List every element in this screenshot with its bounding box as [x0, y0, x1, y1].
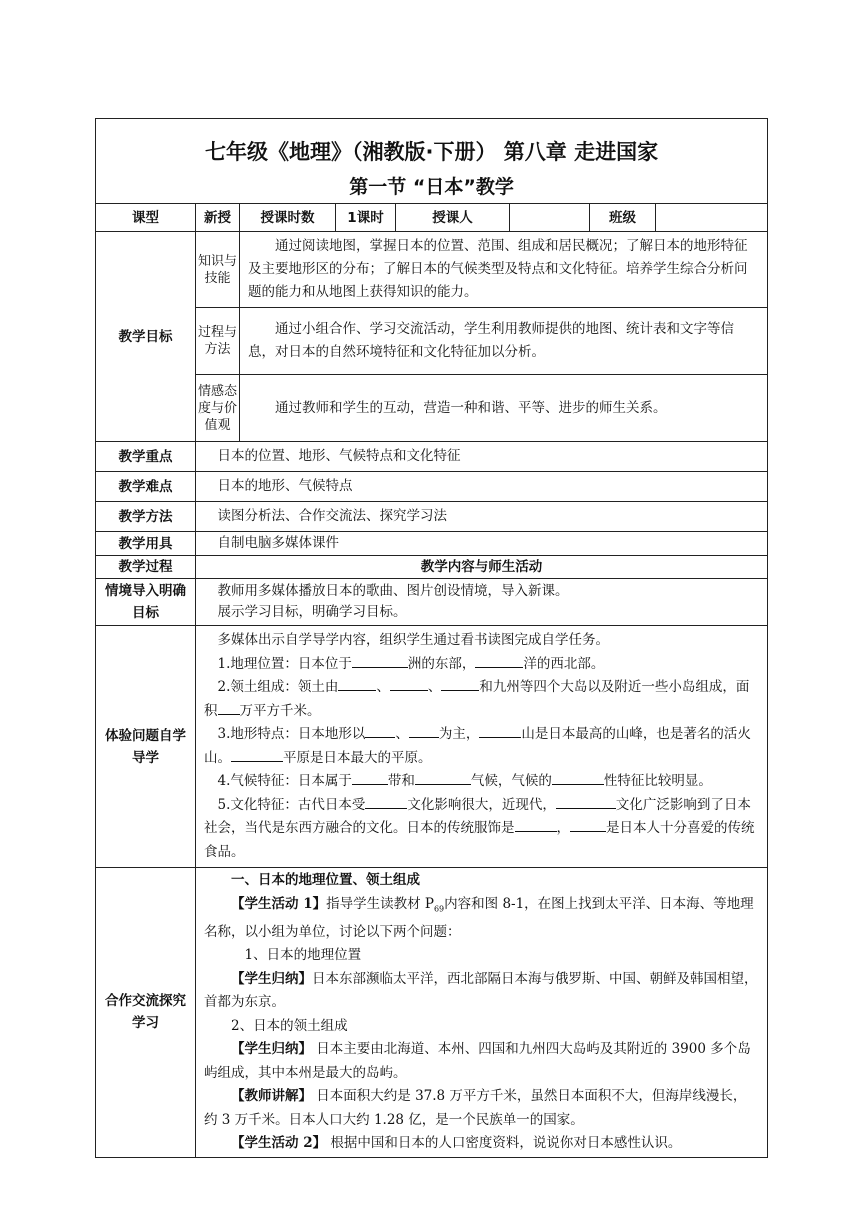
class-label: 班级	[590, 204, 656, 232]
student-activity-2: 【学生活动 2】 根据中国和日本的人口密度资料，说说你对日本感性认识。	[231, 1135, 682, 1152]
lesson-type-label: 课型	[96, 204, 196, 232]
difficult-points-text: 日本的地形、气候特点	[196, 472, 768, 502]
teacher-explanation: 【教师讲解】 日本面积大约是 37.8 万平方千米，虽然日本面积不大，但海岸线漫长，约 3 万千米。日本人口大约 1.28 亿，是一个民族单一的国家。	[204, 1088, 747, 1128]
question-1: 1.地理位置：日本位于 洲的东部， 洋的西北部。	[204, 653, 759, 677]
document-subtitle: 第一节 “日本”教学	[96, 171, 768, 204]
self-study-label: 体验问题自学导学	[96, 626, 196, 868]
subheading-location: 1、日本的地理位置	[244, 947, 362, 964]
answer-blank[interactable]	[515, 817, 557, 832]
answer-blank[interactable]	[552, 770, 604, 785]
question-2: 2.领土组成：领土由 、 、 和九州等四个大岛以及附近一些小岛组成，面积 万平方千米。	[204, 676, 759, 723]
answer-blank[interactable]	[479, 723, 521, 738]
answer-blank[interactable]	[441, 676, 479, 691]
difficult-points-label: 教学难点	[96, 472, 196, 502]
answer-blank[interactable]	[338, 676, 376, 691]
lesson-plan-table	[95, 118, 768, 1158]
knowledge-label: 知识与技能	[196, 232, 240, 308]
teaching-method-text: 读图分析法、合作交流法、探究学习法	[196, 502, 768, 532]
section-heading: 一、日本的地理位置、领土组成	[231, 872, 420, 888]
teaching-tools-label: 教学用具	[96, 532, 196, 556]
lesson-plan-sheet	[95, 118, 767, 1158]
teaching-process-label: 教学过程	[96, 556, 196, 579]
knowledge-text: 通过阅读地图，掌握日本的位置、范围、组成和居民概况；了解日本的地形特征及主要地形区的分布；了解日本的气候类型及特点和文化特征。培养学生综合分析问题的能力和从地图上获得知识的能力。	[240, 232, 768, 308]
answer-blank[interactable]	[365, 794, 407, 809]
question-3: 3.地形特点：日本地形以 、 为主， 山是日本最高的山峰，也是著名的活火山。 平原是日本最大的平原。	[204, 723, 759, 770]
lesson-type-value: 新授	[196, 204, 240, 232]
student-summary-1: 【学生归纳】日本东部濒临太平洋，西北部隔日本海与俄罗斯、中国、朝鲜及韩国相望，首都为东京。	[204, 970, 758, 1011]
document-title: 七年级《地理》（湘教版·下册） 第八章 走进国家	[96, 119, 768, 172]
answer-blank[interactable]	[415, 770, 471, 785]
self-study-lead: 多媒体出示自学导学内容，组织学生通过看书读图完成自学任务。	[217, 632, 609, 648]
process-method-label: 过程与方法	[196, 308, 240, 375]
class-value[interactable]	[656, 204, 768, 232]
teaching-process-heading: 教学内容与师生活动	[196, 556, 768, 579]
emotion-label: 情感态度与价值观	[196, 375, 240, 442]
student-activity-1: 【学生活动 1】指导学生读教材 $P_{69}$内容和图 8-1，在图上找到太平洋、日本海、等地理名称，以小组为单位，讨论以下两个问题：	[204, 895, 754, 940]
hours-value: 1课时	[336, 204, 396, 232]
answer-blank[interactable]	[475, 653, 523, 668]
answer-blank[interactable]	[556, 794, 616, 809]
answer-blank[interactable]	[390, 676, 428, 691]
teaching-method-label: 教学方法	[96, 502, 196, 532]
emotion-text: 通过教师和学生的互动，营造一种和谐、平等、进步的师生关系。	[240, 375, 768, 442]
answer-blank[interactable]	[352, 770, 388, 785]
subheading-territory: 2、日本的领土组成	[231, 1017, 348, 1034]
teacher-label: 授课人	[396, 204, 510, 232]
teacher-value[interactable]	[510, 204, 590, 232]
intro-label: 情境导入明确目标	[96, 579, 196, 626]
objectives-label: 教学目标	[96, 232, 196, 442]
answer-blank[interactable]	[570, 817, 606, 832]
coop-learning-label: 合作交流探究学习	[96, 868, 196, 1158]
process-method-text: 通过小组合作、学习交流活动，学生利用教师提供的地图、统计表和文字等信息，对日本的自然环境特征和文化特征加以分析。	[240, 308, 768, 375]
hours-label: 授课时数	[240, 204, 336, 232]
answer-blank[interactable]	[409, 723, 439, 738]
key-points-label: 教学重点	[96, 442, 196, 472]
intro-line-2: 展示学习目标，明确学习目标。	[217, 604, 407, 620]
intro-line-1: 教师用多媒体播放日本的歌曲、图片创设情境，导入新课。	[217, 583, 569, 599]
question-4: 4.气候特征：日本属于 带和 气候，气候的 性特征比较明显。	[204, 770, 759, 794]
answer-blank[interactable]	[365, 723, 395, 738]
answer-blank[interactable]	[231, 747, 283, 762]
key-points-text: 日本的位置、地形、气候特点和文化特征	[196, 442, 768, 472]
question-5: 5.文化特征：古代日本受 文化影响很大，近现代， 文化广泛影响到了日本社会，当代是东西方融合的文化。日本的传统服饰是 ， 是日本人十分喜爱的传统食品。	[204, 794, 759, 865]
student-summary-2: 【学生归纳】 日本主要由北海道、本州、四国和九州四大岛屿及其附近的 3900 多个岛屿组成，其中本州是最大的岛屿。	[204, 1041, 751, 1081]
teaching-tools-text: 自制电脑多媒体课件	[196, 532, 768, 556]
answer-blank[interactable]	[352, 653, 408, 668]
answer-blank[interactable]	[218, 700, 240, 715]
